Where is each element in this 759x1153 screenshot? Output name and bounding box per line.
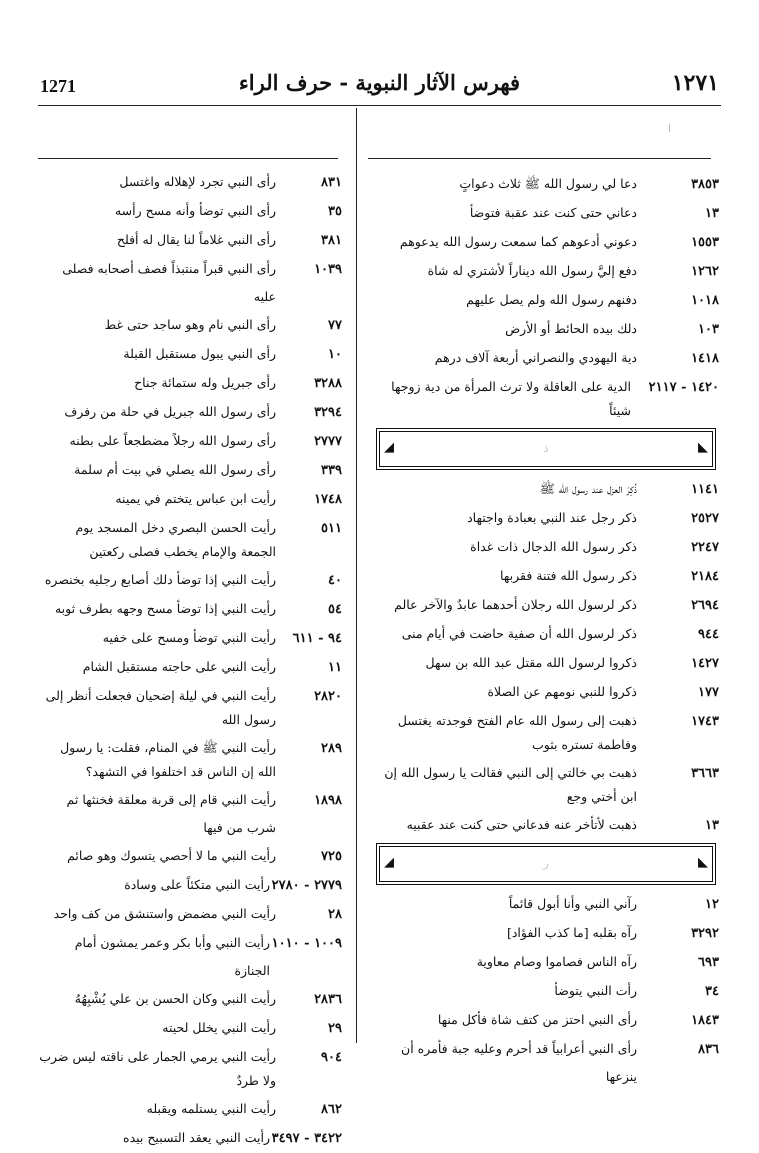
entry-number: ٣٢٩٢	[691, 926, 719, 941]
entry-number: ٢٨٢٠	[314, 689, 342, 704]
entry-number: ٢٧٧٧	[314, 434, 342, 449]
entry-number: ١٣	[705, 818, 719, 833]
index-entry	[38, 427, 342, 456]
banner-corner-ornament: ◢	[384, 855, 394, 870]
entry-text: رأيت النبي وكان الحسن بن علي يُشْبِهُهُ	[74, 991, 276, 1006]
entry-text: دفنهم رسول الله ولم يصل عليهم	[466, 292, 637, 307]
column-divider	[356, 108, 357, 1043]
entry-text: رأى جبريل وله ستمائة جناح	[134, 375, 276, 390]
entry-text: رأيت ابن عباس يتختم في يمينه	[115, 491, 276, 506]
entry-number: ١٧٤٨	[314, 492, 342, 507]
left-column	[38, 168, 342, 1153]
entry-text: ذهبت إلى رسول الله عام الفتح فوجدته يغتسل وفاطمة تستره بثوب	[397, 713, 637, 752]
entry-number: ١٨٤٣	[691, 1013, 719, 1028]
entry-text: رأى النبي توضأ وأنه مسح رأسه	[114, 203, 276, 218]
entry-text: رأى النبي أعرابياً قد أحرم وعليه جبة فأمره أن ينزعها	[401, 1041, 637, 1084]
entry-number: ١٧٧	[698, 685, 719, 700]
entry-number: ٢٥٢٧	[691, 511, 719, 526]
index-entry	[369, 344, 719, 373]
index-entry	[38, 311, 342, 340]
entry-text: ذكروا للنبي نومهم عن الصلاة	[487, 684, 637, 699]
index-entry	[38, 1014, 342, 1043]
entry-text: رأى النبي تجرد لإهلاله واغتسل	[119, 174, 276, 189]
index-entry	[369, 1035, 719, 1091]
banner-corner-ornament: ◣	[698, 440, 708, 455]
entry-text: ذكر رسول الله الدجال ذات غداة	[470, 539, 637, 554]
index-entry	[38, 456, 342, 485]
entry-number: ٣٤	[705, 984, 719, 999]
index-entry	[38, 985, 342, 1014]
entry-text: رأيت النبي وأبا بكر وعمر يمشون أمام الجنازة	[74, 935, 270, 978]
entry-text: ذكر لرسول الله أن صفية حاضت في أيام منى	[401, 626, 637, 641]
entry-number: ٩٤٤	[698, 627, 719, 642]
entry-text: رأى رسول الله رجلاً مضطجعاً على بطنه	[69, 433, 276, 448]
index-entry	[369, 1006, 719, 1035]
entry-text: رأيت النبي إذا توضأ دلك أصابع رجليه بخنصره	[44, 572, 276, 587]
entry-text: الدية على العاقلة ولا ترث المرأة من دية زوجها شيئاً	[391, 379, 631, 418]
right-column	[369, 170, 719, 1091]
banner-corner-ornament: ◣	[698, 855, 708, 870]
index-entry	[369, 707, 719, 759]
entry-number: ٢٨	[328, 907, 342, 922]
entry-text: رآه بقلبه [ما كذب الفؤاد]	[506, 925, 637, 940]
entry-number: ١٤١٨	[691, 351, 719, 366]
entry-number: ٥٤	[328, 602, 342, 617]
entry-number: ٨٣١	[321, 175, 342, 190]
entry-number: ٢٦٩٤	[691, 598, 719, 613]
entry-text: رأيت النبي ﷺ في المنام، فقلت: يا رسول الله إن الناس قد اختلفوا في التشهد؟	[60, 740, 276, 779]
entry-number: ٧٢٥	[321, 849, 342, 864]
entry-number: ٢٧٧٩ - ٢٧٨٠	[271, 878, 342, 893]
entry-text: دعوني أدعوهم كما سمعت رسول الله يدعوهم	[399, 234, 637, 249]
index-entry	[38, 1124, 342, 1153]
entry-text: ذكر رجل عند النبي بعبادة واجتهاد	[467, 510, 637, 525]
index-entry	[369, 228, 719, 257]
entry-number: ٩٤ - ٦١١	[292, 631, 342, 646]
entry-number: ٢٩	[328, 1021, 342, 1036]
entry-text: رأى النبي احتز من كتف شاة فأكل منها	[437, 1012, 637, 1027]
entry-number: ٣٨١	[321, 233, 342, 248]
entry-text: ذُكِرَ العزل عند رسول الله ﷺ	[539, 481, 637, 496]
entry-text: رأيت النبي مضمض واستنشق من كف واحد	[53, 906, 276, 921]
index-entry	[369, 811, 719, 840]
banner-letter: ذ	[543, 441, 549, 455]
entry-number: ٢٢٤٧	[691, 540, 719, 555]
index-entry	[369, 678, 719, 707]
entry-text: رأيت النبي قام إلى قربة معلقة فخنثها ثم شرب من فيها	[66, 792, 276, 835]
index-entry	[369, 890, 719, 919]
index-entry	[38, 197, 342, 226]
index-entry	[369, 315, 719, 344]
index-entry	[369, 977, 719, 1006]
banner-corner-ornament: ◢	[384, 440, 394, 455]
index-entry	[38, 786, 342, 842]
entry-text: ذكر رسول الله فتنة فقربها	[500, 568, 637, 583]
entry-number: ٩٠٤	[321, 1050, 342, 1065]
index-entry	[38, 842, 342, 871]
entry-text: دلك بيده الحائط أو الأرض	[505, 321, 637, 336]
index-entry	[369, 562, 719, 591]
index-entry	[369, 504, 719, 533]
page-number-latin: 1271	[40, 76, 76, 96]
entry-text: رأيت الحسن البصري دخل المسجد يوم الجمعة والإمام يخطب فصلى ركعتين	[75, 520, 276, 559]
entry-text: ذهبت بي خالتي إلى النبي فقالت يا رسول الله إن ابن أختي وجع	[384, 765, 637, 804]
entry-text: رآني النبي وأنا أبول قائماً	[508, 896, 637, 911]
index-entry	[369, 591, 719, 620]
index-entry	[38, 929, 342, 985]
entry-number: ٥١١	[321, 521, 342, 536]
index-entry	[38, 624, 342, 653]
page-number-arabic: ١٢٧١	[671, 70, 719, 96]
right-column-rule	[368, 158, 711, 159]
index-entry	[38, 226, 342, 255]
index-entry	[369, 620, 719, 649]
entry-text: رأيت النبي إذا توضأ مسح وجهه بطرف ثوبه	[54, 601, 276, 616]
index-entry	[38, 1095, 342, 1124]
entry-text: رأى النبي نام وهو ساجد حتى غط	[104, 317, 276, 332]
section-banner-ra	[379, 846, 713, 882]
index-entry	[369, 286, 719, 315]
entry-number: ٣٦٦٣	[691, 766, 719, 781]
index-entry	[38, 900, 342, 929]
entry-text: رأى النبي غلاماً لنا يقال له أفلح	[116, 232, 276, 247]
index-entry	[38, 398, 342, 427]
index-entry	[369, 948, 719, 977]
index-entry	[369, 373, 719, 425]
index-entry	[369, 533, 719, 562]
entry-text: ذكروا لرسول الله مقتل عبد الله بن سهل	[425, 655, 637, 670]
entry-number: ١١٤١	[691, 482, 719, 497]
index-entry	[369, 257, 719, 286]
entry-number: ٢١٨٤	[691, 569, 719, 584]
entry-number: ١٠٣	[698, 322, 719, 337]
entry-number: ١٧٤٣	[691, 714, 719, 729]
column-corner-mark: ا	[667, 122, 671, 135]
entry-number: ١٤٢٧	[691, 656, 719, 671]
index-entry	[369, 919, 719, 948]
index-entry	[369, 759, 719, 811]
entry-text: رأيت النبي يخلل لحيته	[162, 1020, 276, 1035]
entry-text: رأيت النبي متكئاً على وسادة	[124, 877, 270, 892]
index-entry	[38, 653, 342, 682]
entry-text: دية اليهودي والنصراني أربعة آلاف درهم	[434, 350, 637, 365]
index-entry	[369, 170, 719, 199]
entry-number: ١٨٩٨	[314, 793, 342, 808]
entry-text: رأيت النبي يعقد التسبيح بيده	[123, 1130, 270, 1145]
entry-number: ٣٥	[328, 204, 342, 219]
entry-number: ١١	[328, 660, 342, 675]
entry-number: ٣٨٥٣	[691, 177, 719, 192]
entry-number: ٣٢٩٤	[314, 405, 342, 420]
entry-text: رأيت النبي توضأ ومسح على خفيه	[102, 630, 276, 645]
index-entry	[38, 1043, 342, 1095]
entry-number: ٢٨٣٦	[314, 992, 342, 1007]
entry-number: ١٠	[328, 347, 342, 362]
entry-number: ١٠١٨	[691, 293, 719, 308]
entry-number: ١٢٦٢	[691, 264, 719, 279]
entry-number: ٤٠	[328, 573, 342, 588]
index-entry	[38, 682, 342, 734]
entry-number: ٣٣٩	[321, 463, 342, 478]
entry-number: ٣٤٢٢ - ٣٤٩٧	[271, 1131, 342, 1146]
entry-number: ٦٩٣	[698, 955, 719, 970]
entry-number: ١٢	[705, 897, 719, 912]
entry-text: رأيت النبي ما لا أحصي يتسوك وهو صائم	[67, 848, 276, 863]
index-entry	[38, 168, 342, 197]
index-entry	[38, 485, 342, 514]
entry-text: رأيت النبي يرمي الجمار على ناقته ليس ضرب ولا طردٌ	[39, 1049, 276, 1088]
page-title: فهرس الآثار النبوية - حرف الراء	[238, 70, 521, 95]
index-entry	[38, 734, 342, 786]
entry-text: رأى رسول الله يصلي في بيت أم سلمة	[74, 462, 276, 477]
entry-number: ٨٣٦	[698, 1042, 719, 1057]
entry-text: دفع إليَّ رسول الله ديناراً لأشتري له شاة	[427, 263, 637, 278]
index-entry	[38, 340, 342, 369]
entry-number: ١٠٣٩	[314, 262, 342, 277]
left-column-rule	[38, 158, 338, 159]
index-entry	[38, 369, 342, 398]
index-entry	[38, 514, 342, 566]
entry-text: رأيت النبي في ليلة إضحيان فجعلت أنظر إلى رسول الله	[45, 688, 276, 727]
entry-text: ذكر لرسول الله رجلان أحدهما عابدٌ والآخر عالم	[394, 597, 637, 612]
index-entry	[369, 475, 719, 504]
index-entry	[38, 255, 342, 311]
entry-text: دعا لي رسول الله ﷺ ثلاث دعواتٍ	[459, 176, 637, 191]
index-entry	[369, 199, 719, 228]
index-entry	[38, 871, 342, 900]
entry-number: ٧٧	[328, 318, 342, 333]
entry-number: ١٤٢٠ - ٢١١٧	[648, 380, 719, 395]
section-banner-dhal	[379, 431, 713, 467]
entry-text: ذهبت لأتأخر عنه فدعاني حتى كنت عند عقبيه	[406, 817, 637, 832]
entry-number: ١٠٠٩ - ١٠١٠	[271, 936, 342, 951]
entry-number: ١٥٥٣	[691, 235, 719, 250]
entry-text: رأى النبي قبراً منتبذاً فصف أصحابه فصلى عليه	[62, 261, 276, 304]
index-entry	[38, 595, 342, 624]
entry-text: رأى النبي يبول مستقبل القبلة	[123, 346, 276, 361]
header-rule	[38, 105, 721, 106]
entry-text: رأيت النبي يستلمه ويقبله	[146, 1101, 276, 1116]
entry-text: دعاني حتى كنت عند عقبة فتوضأ	[469, 205, 637, 220]
entry-number: ١٣	[705, 206, 719, 221]
entry-text: رأيت النبي على حاجته مستقبل الشام	[82, 659, 276, 674]
entry-text: رأى رسول الله جبريل في حلة من رفرف	[64, 404, 276, 419]
entry-text: رأت النبي يتوضأ	[554, 983, 637, 998]
index-entry	[369, 649, 719, 678]
index-entry	[38, 566, 342, 595]
entry-text: رآه الناس فصاموا وصام معاوية	[476, 954, 637, 969]
banner-letter: ر	[543, 856, 549, 870]
entry-number: ٨٦٢	[321, 1102, 342, 1117]
entry-number: ٣٢٨٨	[314, 376, 342, 391]
entry-number: ٢٨٩	[321, 741, 342, 756]
